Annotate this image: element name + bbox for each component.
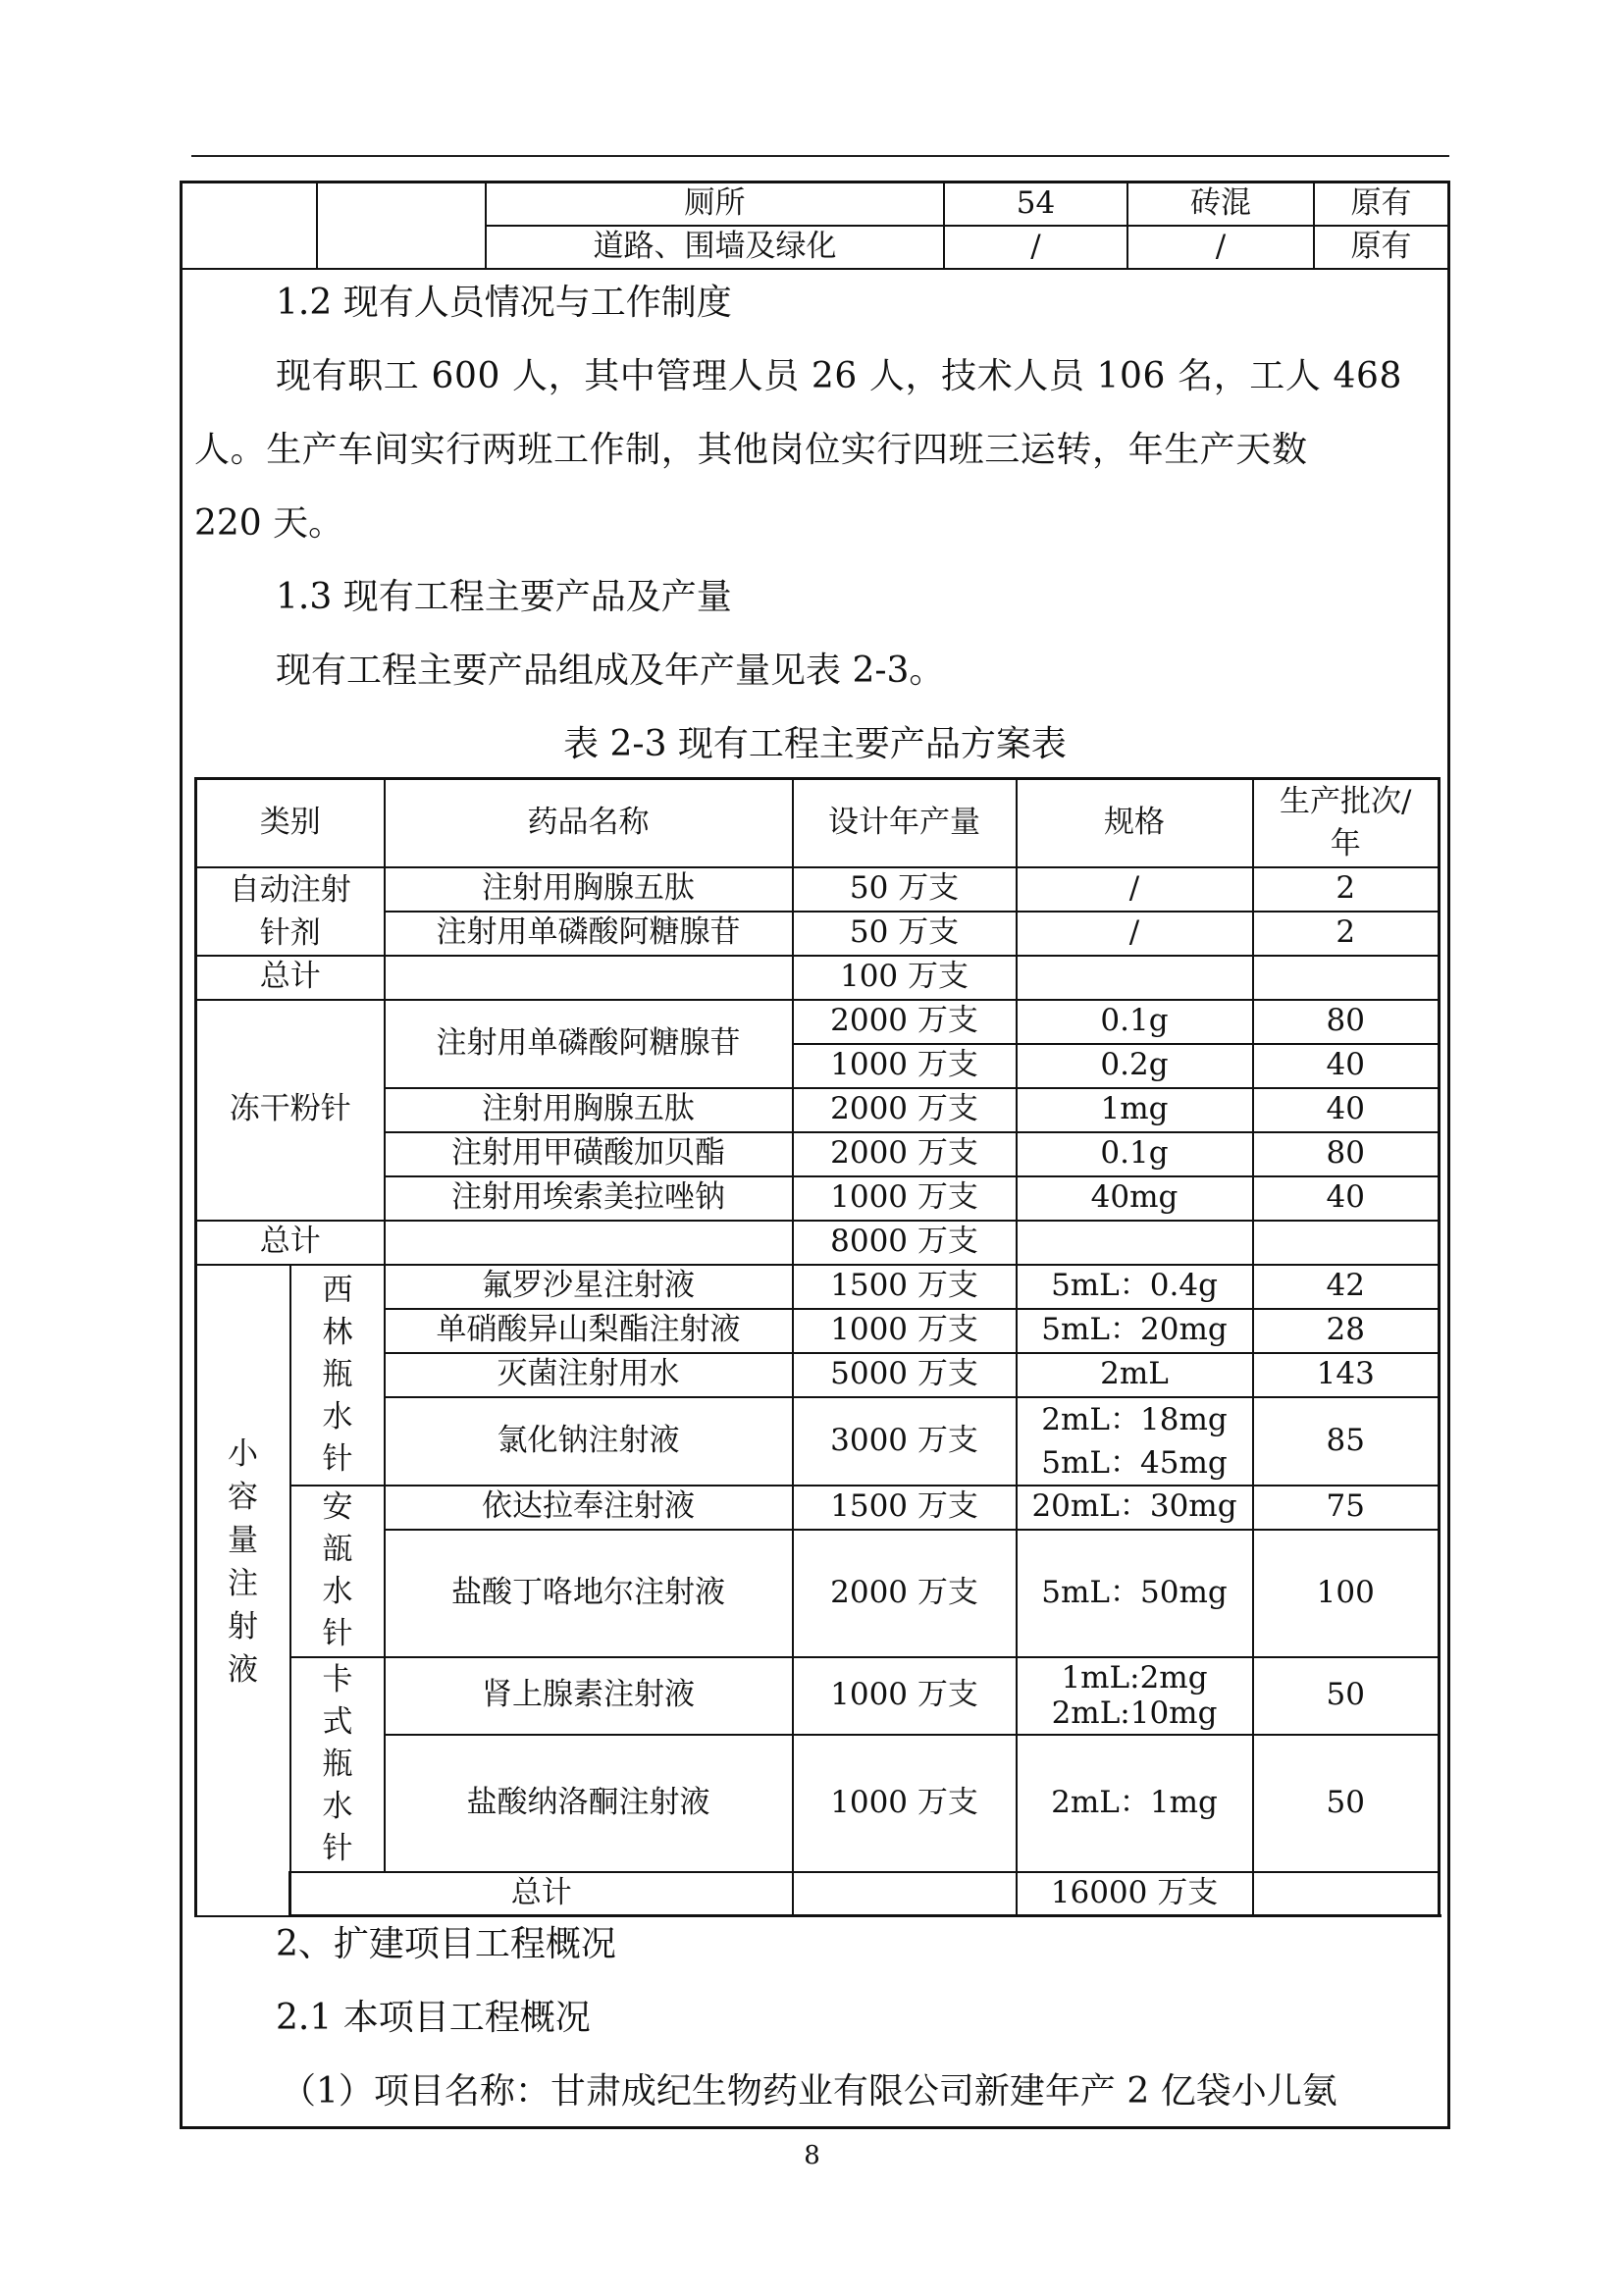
batches-cell: 40 bbox=[1253, 1176, 1440, 1221]
capacity-cell: 2000 万支 bbox=[793, 1000, 1017, 1044]
paragraph-line: 现有职工 600 人，其中管理人员 26 人，技术人员 106 名，工人 468 bbox=[276, 356, 1403, 396]
capacity-cell: 1500 万支 bbox=[793, 1486, 1017, 1530]
empty-cell bbox=[1253, 956, 1440, 1000]
empty-cell bbox=[385, 956, 793, 1000]
capacity-cell: 1000 万支 bbox=[793, 1176, 1017, 1221]
facility-name: 道路、围墙及绿化 bbox=[486, 226, 944, 269]
total-row bbox=[196, 1221, 1440, 1265]
empty-cell bbox=[317, 183, 486, 269]
table-row bbox=[196, 1000, 1440, 1044]
capacity-cell: 2000 万支 bbox=[793, 1132, 1017, 1176]
spec-cell bbox=[1017, 1657, 1253, 1735]
empty-cell bbox=[1253, 1221, 1440, 1265]
facility-area: / bbox=[944, 226, 1127, 269]
capacity-cell: 1000 万支 bbox=[793, 1309, 1017, 1353]
batches-cell: 80 bbox=[1253, 1000, 1440, 1044]
spec-cell: 0.1g bbox=[1017, 1132, 1253, 1176]
table-row bbox=[196, 867, 1440, 912]
capacity-cell: 2000 万支 bbox=[793, 1088, 1017, 1132]
drug-cell: 注射用埃索美拉唑钠 bbox=[385, 1176, 793, 1221]
table-caption: 表 2-3 现有工程主要产品方案表 bbox=[563, 724, 1067, 764]
subcategory-cell: 卡式瓶水针 bbox=[290, 1657, 385, 1872]
batches-cell: 75 bbox=[1253, 1486, 1440, 1530]
batches-cell: 40 bbox=[1253, 1044, 1440, 1088]
facility-status: 原有 bbox=[1314, 183, 1447, 226]
capacity-cell: 1500 万支 bbox=[793, 1265, 1017, 1309]
page-number: 8 bbox=[804, 2141, 820, 2170]
spec-cell: 2mL：1mg bbox=[1017, 1735, 1253, 1872]
batches-cell: 40 bbox=[1253, 1088, 1440, 1132]
spec-cell: / bbox=[1017, 867, 1253, 912]
section-2-1-heading: 2.1 本项目工程概况 bbox=[276, 1998, 591, 2038]
spec-cell: 40mg bbox=[1017, 1176, 1253, 1221]
subcategory-cell: 安瓿水针 bbox=[290, 1486, 385, 1657]
drug-cell: 单硝酸异山梨酯注射液 bbox=[385, 1309, 793, 1353]
spec-cell bbox=[1017, 1397, 1253, 1486]
drug-cell: 盐酸纳洛酮注射液 bbox=[385, 1735, 793, 1872]
batches-cell: 42 bbox=[1253, 1265, 1440, 1309]
drug-cell: 注射用胸腺五肽 bbox=[385, 867, 793, 912]
category-cell: 自动注射针剂 bbox=[196, 867, 385, 956]
drug-cell: 注射用单磷酸阿糖腺苷 bbox=[385, 912, 793, 956]
empty-cell bbox=[1017, 1221, 1253, 1265]
facility-name: 厕所 bbox=[486, 183, 944, 226]
empty-cell bbox=[1253, 1872, 1440, 1916]
table-row bbox=[196, 1265, 1440, 1309]
capacity-cell: 1000 万支 bbox=[793, 1044, 1017, 1088]
spec-line: 2mL:10mg bbox=[1051, 1695, 1218, 1731]
empty-cell bbox=[183, 183, 317, 269]
batches-cell: 2 bbox=[1253, 912, 1440, 956]
spec-cell: 20mL：30mg bbox=[1017, 1486, 1253, 1530]
section-1-3-heading: 1.3 现有工程主要产品及产量 bbox=[276, 577, 732, 617]
facility-structure: / bbox=[1127, 226, 1314, 269]
capacity-cell: 1000 万支 bbox=[793, 1657, 1017, 1735]
facilities-table-continued bbox=[183, 183, 1447, 270]
batches-cell: 50 bbox=[1253, 1735, 1440, 1872]
facility-area: 54 bbox=[944, 183, 1127, 226]
page-frame bbox=[180, 181, 1450, 2129]
header-category: 类别 bbox=[196, 779, 385, 867]
empty-cell bbox=[385, 1221, 793, 1265]
capacity-cell: 50 万支 bbox=[793, 867, 1017, 912]
total-label: 总计 bbox=[196, 956, 385, 1000]
header-batches: 生产批次/年 bbox=[1253, 779, 1440, 867]
drug-cell: 注射用甲磺酸加贝酯 bbox=[385, 1132, 793, 1176]
spec-cell: 5mL：50mg bbox=[1017, 1530, 1253, 1657]
subcategory-cell: 西林瓶水针 bbox=[290, 1265, 385, 1486]
spec-cell: 5mL：0.4g bbox=[1017, 1265, 1253, 1309]
category-cell: 冻干粉针 bbox=[196, 1000, 385, 1221]
empty-cell bbox=[1017, 956, 1253, 1000]
capacity-cell: 50 万支 bbox=[793, 912, 1017, 956]
batches-cell: 28 bbox=[1253, 1309, 1440, 1353]
paragraph-line: （1）项目名称：甘肃成纪生物药业有限公司新建年产 2 亿袋小儿氨 bbox=[281, 2071, 1337, 2112]
header-spec: 规格 bbox=[1017, 779, 1253, 867]
drug-cell: 氟罗沙星注射液 bbox=[385, 1265, 793, 1309]
capacity-cell: 2000 万支 bbox=[793, 1530, 1017, 1657]
products-table bbox=[194, 777, 1441, 1917]
table-row bbox=[196, 1486, 1440, 1530]
spec-cell: 1mg bbox=[1017, 1088, 1253, 1132]
capacity-cell: 1000 万支 bbox=[793, 1735, 1017, 1872]
total-row bbox=[196, 1872, 1440, 1916]
total-label: 总计 bbox=[290, 1872, 793, 1916]
section-2-heading: 2、扩建项目工程概况 bbox=[276, 1924, 616, 1964]
empty-cell bbox=[793, 1872, 1017, 1916]
header-drug: 药品名称 bbox=[385, 779, 793, 867]
batches-cell: 2 bbox=[1253, 867, 1440, 912]
paragraph-line: 现有工程主要产品组成及年产量见表 2-3。 bbox=[276, 651, 945, 691]
capacity-cell: 5000 万支 bbox=[793, 1353, 1017, 1397]
batches-cell: 100 bbox=[1253, 1530, 1440, 1657]
total-capacity: 8000 万支 bbox=[793, 1221, 1017, 1265]
spec-line: 2mL：18mg bbox=[1041, 1401, 1228, 1437]
category-cell: 小容量注射液 bbox=[196, 1265, 290, 1916]
facility-status: 原有 bbox=[1314, 226, 1447, 269]
total-label: 总计 bbox=[196, 1221, 385, 1265]
spec-line: 5mL：45mg bbox=[1041, 1444, 1228, 1481]
drug-cell: 灭菌注射用水 bbox=[385, 1353, 793, 1397]
drug-cell: 氯化钠注射液 bbox=[385, 1397, 793, 1486]
spec-line: 1mL:2mg bbox=[1061, 1660, 1208, 1695]
batches-cell: 85 bbox=[1253, 1397, 1440, 1486]
header-capacity: 设计年产量 bbox=[793, 779, 1017, 867]
spec-cell: 0.1g bbox=[1017, 1000, 1253, 1044]
paragraph-line: 人。生产车间实行两班工作制，其他岗位实行四班三运转，年生产天数 bbox=[194, 430, 1308, 470]
spec-cell: 0.2g bbox=[1017, 1044, 1253, 1088]
spec-cell: / bbox=[1017, 912, 1253, 956]
drug-cell: 依达拉奉注射液 bbox=[385, 1486, 793, 1530]
header-rule bbox=[191, 155, 1449, 157]
capacity-cell: 3000 万支 bbox=[793, 1397, 1017, 1486]
total-capacity: 16000 万支 bbox=[1017, 1872, 1253, 1916]
facility-structure: 砖混 bbox=[1127, 183, 1314, 226]
batches-cell: 143 bbox=[1253, 1353, 1440, 1397]
drug-cell: 肾上腺素注射液 bbox=[385, 1657, 793, 1735]
drug-cell: 盐酸丁咯地尔注射液 bbox=[385, 1530, 793, 1657]
total-capacity: 100 万支 bbox=[793, 956, 1017, 1000]
drug-cell: 注射用单磷酸阿糖腺苷 bbox=[385, 1000, 793, 1088]
table-row bbox=[196, 1657, 1440, 1735]
table-row bbox=[183, 183, 1447, 226]
batches-cell: 80 bbox=[1253, 1132, 1440, 1176]
paragraph-line: 220 天。 bbox=[194, 503, 344, 544]
spec-cell: 2mL bbox=[1017, 1353, 1253, 1397]
spec-cell: 5mL：20mg bbox=[1017, 1309, 1253, 1353]
batches-cell: 50 bbox=[1253, 1657, 1440, 1735]
section-1-2-heading: 1.2 现有人员情况与工作制度 bbox=[276, 283, 732, 323]
total-row bbox=[196, 956, 1440, 1000]
table-header-row bbox=[196, 779, 1440, 867]
drug-cell: 注射用胸腺五肽 bbox=[385, 1088, 793, 1132]
